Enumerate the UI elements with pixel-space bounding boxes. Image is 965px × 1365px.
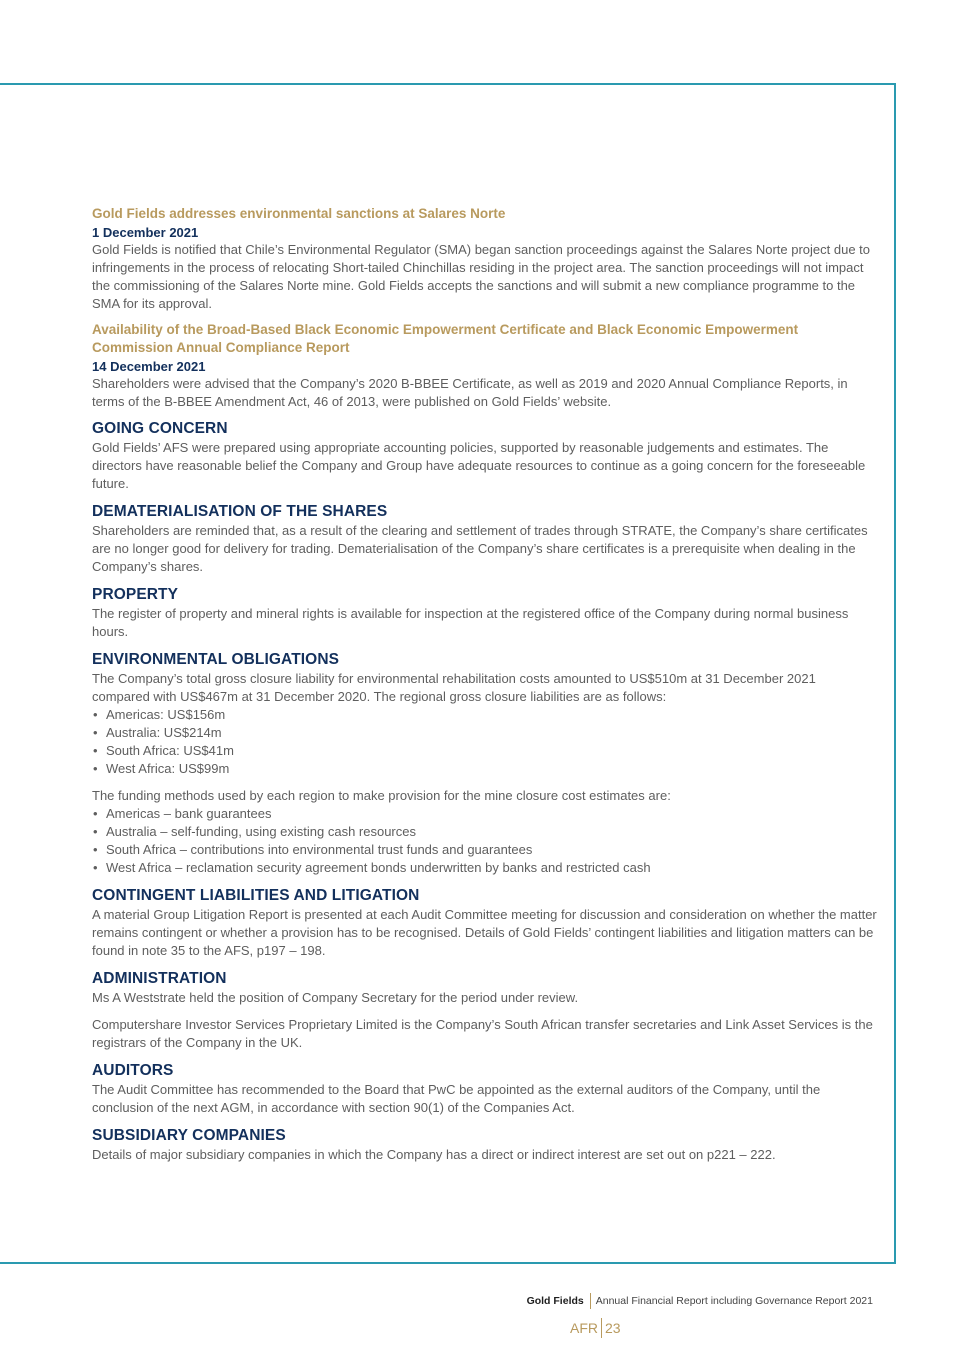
section-heading: AUDITORS [92,1062,174,1079]
section-body: Ms A Weststrate held the position of Company Secretary for the period under review. [92,990,579,1005]
frame-top-rule [0,83,896,85]
running-footer [527,1293,873,1309]
section-heading: SUBSIDIARY COMPANIES [92,1127,286,1144]
news-title: Gold Fields addresses environmental sanctions at Salares Norte [92,206,506,221]
list-item: • South Africa – contributions into environmental trust funds and guarantees [92,841,877,859]
page-number-divider [601,1318,602,1338]
funding-intro: The funding methods used by each region to make provision for the mine closure cost estimates are: [92,788,671,803]
document-body [92,205,877,1173]
section-heading: PROPERTY [92,586,179,603]
news-body: Gold Fields is notified that Chile’s Environmental Regulator (SMA) began sanction proceedings against the Salares Norte project due to infringements in the process of relocating Short-tailed Chinchillas residing in the project area. The sanction proceedings will not impact the commissioning of the Salares Norte mine. Gold Fields accepts the sanctions and will submit a new compliance programme to the SMA for its approval. [92,242,871,311]
section-body: A material Group Litigation Report is presented at each Audit Committee meeting for discussion and consideration on whether the matter remains contingent or whether a provision has to be recognised. Details of Gold Fields’ contingent liabilities and litigation matters can be found in note 35 to the AFS, p197 – 198. [92,907,877,958]
news-body: Shareholders were advised that the Company’s 2020 B-BBEE Certificate, as well as 2019 and 2020 Annual Compliance Reports, in terms of the B-BBEE Amendment Act, 46 of 2013, were published on Gold Fields’ website. [92,376,848,409]
list-item: • South Africa: US$41m [92,742,877,760]
footer-brand: Gold Fields [526,1295,584,1307]
section-heading: GOING CONCERN [92,420,228,437]
section-body: Gold Fields’ AFS were prepared using appropriate accounting policies, supported by reasonable judgements and estimates. The directors have reasonable belief the Company and Group have adequate resources to continue as a going concern for the foreseeable future. [92,440,866,491]
section-property [92,585,877,641]
frame-bottom-rule [0,1262,896,1264]
section-body: The Audit Committee has recommended to the Board that PwC be appointed as the external auditors of the Company, until the conclusion of the next AGM, in accordance with section 90(1) of the Companies Act. [92,1082,821,1115]
list-item: • West Africa: US$99m [92,760,877,778]
funding-list [92,805,877,877]
section-heading: CONTINGENT LIABILITIES AND LITIGATION [92,887,420,904]
footer-divider [590,1293,591,1309]
section-heading: ADMINISTRATION [92,970,227,987]
section-contingent-liabilities [92,886,877,960]
list-item: • Australia – self-funding, using existing cash resources [92,823,877,841]
section-body: Shareholders are reminded that, as a result of the clearing and settlement of trades through STRATE, the Company’s share certificates are no longer good for delivery for trading. Dematerialisation of the Company’s share certificates is a prerequisite when dealing in the Company’s shares. [92,523,868,574]
list-item: • Americas – bank guarantees [92,805,877,823]
section-environmental-obligations [92,650,877,877]
section-body: Computershare Investor Services Proprietary Limited is the Company’s South African transfer secretaries and Link Asset Services is the registrars of the Company in the UK. [92,1017,873,1050]
list-item: • Americas: US$156m [92,706,877,724]
section-heading: DEMATERIALISATION OF THE SHARES [92,503,388,520]
page-number [570,1318,621,1338]
list-item: • West Africa – reclamation security agreement bonds underwritten by banks and restricted cash [92,859,877,877]
page-section-label: AFR [570,1320,598,1336]
page-number-value: 23 [605,1320,621,1336]
section-going-concern [92,419,877,493]
section-body: Details of major subsidiary companies in which the Company has a direct or indirect interest are set out on p221 – 222. [92,1147,776,1162]
section-auditors [92,1061,877,1117]
news-date: 14 December 2021 [92,359,206,374]
news-item-bbbee [92,321,877,411]
list-item: • Australia: US$214m [92,724,877,742]
section-body: The register of property and mineral rights is available for inspection at the registered office of the Company during normal business hours. [92,606,849,639]
section-heading: ENVIRONMENTAL OBLIGATIONS [92,651,340,668]
section-dematerialisation [92,502,877,576]
news-date: 1 December 2021 [92,225,199,240]
section-body: The Company’s total gross closure liability for environmental rehabilitation costs amounted to US$510m at 31 December 2021 compared with US$467m at 31 December 2020. The regional gross closure liabilities are as follows: [92,671,816,704]
footer-report-title: Annual Financial Report including Governance Report 2021 [595,1295,873,1307]
frame-right-rule [894,83,896,1264]
liabilities-list [92,706,877,778]
news-item-salares-norte [92,205,877,313]
section-subsidiary-companies [92,1126,877,1164]
news-title: Availability of the Broad-Based Black Economic Empowerment Certificate and Black Economic Empowerment Commission Annual Compliance Report [92,322,799,355]
section-administration [92,969,877,1052]
